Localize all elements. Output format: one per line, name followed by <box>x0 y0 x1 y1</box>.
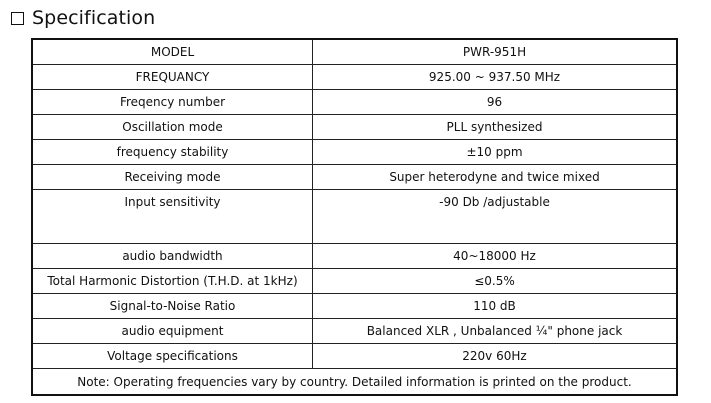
spec-value: 96 <box>313 90 677 115</box>
spec-value: ≤0.5% <box>313 269 677 294</box>
spec-label: Input sensitivity <box>33 190 313 244</box>
spec-label: audio bandwidth <box>33 244 313 269</box>
spec-label: FREQUANCY <box>33 65 313 90</box>
spec-value: 925.00 ~ 937.50 MHz <box>313 65 677 90</box>
table-row <box>33 90 676 115</box>
spec-label: Receiving mode <box>33 165 313 190</box>
spec-label: Voltage specifications <box>33 344 313 369</box>
table-row <box>33 269 676 294</box>
spec-value: ±10 ppm <box>313 140 677 165</box>
spec-value: 40~18000 Hz <box>313 244 677 269</box>
table-row <box>33 244 676 269</box>
table-row <box>33 140 676 165</box>
spec-label: frequency stability <box>33 140 313 165</box>
table-row <box>33 65 676 90</box>
table-row <box>33 165 676 190</box>
spec-label: Freqency number <box>33 90 313 115</box>
spec-label: Oscillation mode <box>33 115 313 140</box>
table-row <box>33 115 676 140</box>
section-title: Specification <box>32 7 156 29</box>
spec-label: audio equipment <box>33 319 313 344</box>
spec-value: 110 dB <box>313 294 677 319</box>
specification-table <box>31 38 678 396</box>
table-row <box>33 369 676 395</box>
spec-label: MODEL <box>33 40 313 65</box>
checkbox-icon <box>11 12 24 25</box>
table-row <box>33 190 676 244</box>
table-row <box>33 319 676 344</box>
spec-value: PWR-951H <box>313 40 677 65</box>
spec-value: PLL synthesized <box>313 115 677 140</box>
spec-value: 220v 60Hz <box>313 344 677 369</box>
table-row <box>33 40 676 65</box>
spec-label: Signal-to-Noise Ratio <box>33 294 313 319</box>
spec-value: -90 Db /adjustable <box>313 190 677 244</box>
spec-table-grid <box>33 40 676 394</box>
section-heading <box>10 5 155 31</box>
table-note: Note: Operating frequencies vary by country. Detailed information is printed on the product. <box>33 369 676 395</box>
table-row <box>33 344 676 369</box>
spec-value: Balanced XLR , Unbalanced ¼" phone jack <box>313 319 677 344</box>
spec-value: Super heterodyne and twice mixed <box>313 165 677 190</box>
table-row <box>33 294 676 319</box>
spec-label: Total Harmonic Distortion (T.H.D. at 1kHz) <box>33 269 313 294</box>
